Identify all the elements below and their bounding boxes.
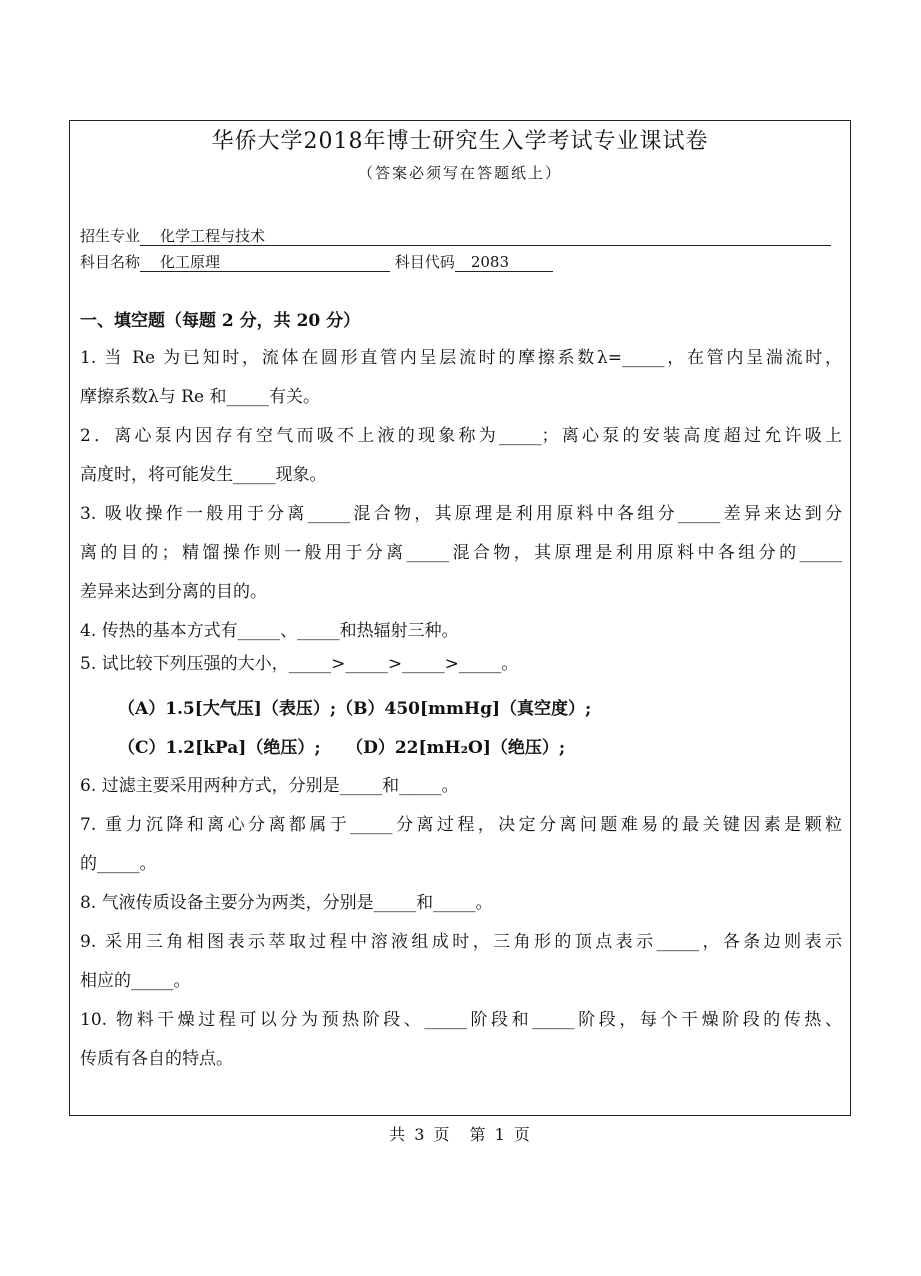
- question-line: 高度时，将可能发生_____现象。: [80, 465, 327, 485]
- question-line: 传质有各自的特点。: [80, 1049, 233, 1069]
- subject-value: 化工原理: [140, 253, 390, 272]
- subject-row: [80, 251, 553, 272]
- question-line: 的_____。: [80, 854, 157, 874]
- exam-subtitle: （答案必须写在答题纸上）: [357, 164, 562, 182]
- subject-label: 科目名称: [80, 253, 141, 271]
- question-option-line: （A）1.5[大气压]（表压）;（B）450[mmHg]（真空度）;: [118, 699, 592, 719]
- question-line: 6. 过滤主要采用两种方式，分别是_____和_____。: [80, 776, 459, 796]
- question-line: 10. 物料干燥过程可以分为预热阶段、_____阶段和_____阶段，每个干燥阶段的传热、: [80, 1010, 842, 1030]
- question-line: 相应的_____。: [80, 971, 191, 991]
- major-row: [80, 225, 831, 246]
- question-option-line: （C）1.2[kPa]（绝压）; （D）22[mH₂O]（绝压）;: [118, 738, 566, 758]
- question-line: 4. 传热的基本方式有_____、_____和热辐射三种。: [80, 621, 459, 641]
- code-label: 科目代码: [394, 253, 455, 271]
- question-line: 2．离心泵内因存有空气而吸不上液的现象称为_____；离心泵的安装高度超过允许吸上: [80, 426, 842, 446]
- question-line: 9. 采用三角相图表示萃取过程中溶液组成时，三角形的顶点表示_____，各条边则表示: [80, 932, 842, 952]
- section-heading: 一、填空题（每题 2 分，共 20 分）: [80, 311, 361, 331]
- major-label: 招生专业: [80, 227, 141, 245]
- question-line: 1. 当 Re 为已知时，流体在圆形直管内呈层流时的摩擦系数λ=_____，在管内呈湍流时，: [80, 348, 842, 368]
- question-line: 离的目的；精馏操作则一般用于分离_____混合物，其原理是利用原料中各组分的_____: [80, 543, 842, 563]
- major-value: 化学工程与技术: [140, 227, 831, 246]
- question-line: 摩擦系数λ与 Re 和_____有关。: [80, 387, 320, 407]
- question-line: 7. 重力沉降和离心分离都属于_____分离过程，决定分离问题难易的最关键因素是颗粒: [80, 815, 842, 835]
- question-line: 5. 试比较下列压强的大小，_____>_____>_____>_____。: [80, 654, 519, 674]
- question-line: 8. 气液传质设备主要分为两类，分别是_____和_____。: [80, 893, 493, 913]
- question-line: 3. 吸收操作一般用于分离_____混合物，其原理是利用原料中各组分_____差异来达到分: [80, 504, 842, 524]
- code-value: 2083: [455, 253, 553, 272]
- page-number: 共 3 页 第 1 页: [389, 1125, 532, 1144]
- exam-title: 华侨大学2018年博士研究生入学考试专业课试卷: [211, 129, 709, 154]
- question-line: 差异来达到分离的目的。: [80, 582, 267, 602]
